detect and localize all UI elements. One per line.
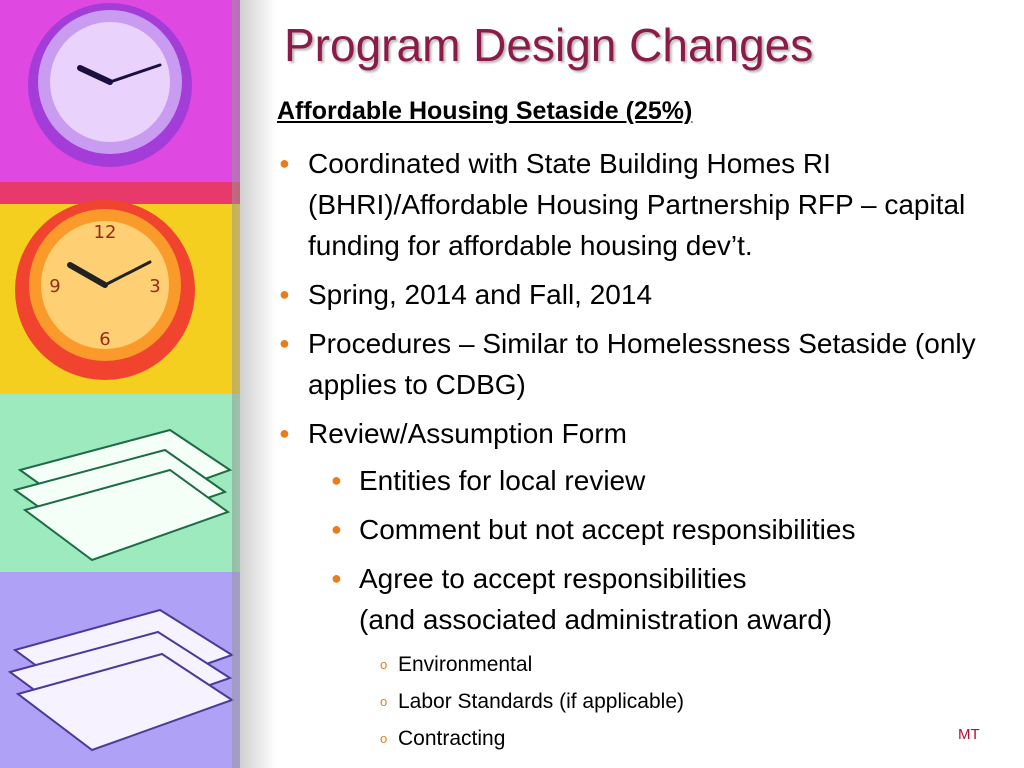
bullet-item xyxy=(277,323,1017,405)
decorative-shadow xyxy=(232,0,276,768)
sub-bullet-item xyxy=(308,558,1017,752)
bullet-text: Coordinated with State Building Homes RI (BHRI)/Affordable Housing Partnership RFP – capital funding for affordable housing dev’t. xyxy=(308,148,966,261)
bullet-item xyxy=(277,143,1017,266)
sub-sub-bullet-text: Contracting xyxy=(398,727,506,750)
svg-text:6: 6 xyxy=(99,329,111,350)
sub-sub-bullet-item xyxy=(308,652,1017,678)
section-heading: Affordable Housing Setaside (25%) xyxy=(277,97,693,125)
clock-and-papers-collage xyxy=(0,0,240,768)
sub-sub-bullet-text: Environmental xyxy=(398,653,533,676)
sub-bullet-item xyxy=(308,460,1017,501)
bullet-dot-icon: ● xyxy=(331,568,342,588)
svg-text:9: 9 xyxy=(49,276,61,297)
bullet-text: Spring, 2014 and Fall, 2014 xyxy=(308,279,653,310)
bullet-dot-icon: ● xyxy=(279,333,290,353)
bullet-list xyxy=(277,143,1017,763)
sub-sub-bullet-list xyxy=(308,652,1017,752)
bullet-dot-icon: ● xyxy=(331,519,342,539)
bullet-dot-icon: ● xyxy=(279,153,290,173)
bullet-text: Procedures – Similar to Homelessness Setaside (only applies to CDBG) xyxy=(308,328,976,400)
sub-bullet-text: Comment but not accept responsibilities xyxy=(359,514,856,545)
sub-sub-bullet-text: Labor Standards (if applicable) xyxy=(398,690,685,713)
slide-title: Program Design Changes xyxy=(284,19,814,71)
sub-bullet-item xyxy=(308,509,1017,550)
sub-sub-bullet-item xyxy=(308,689,1017,715)
hollow-circle-bullet-icon: o xyxy=(380,657,388,672)
bullet-dot-icon: ● xyxy=(279,284,290,304)
bullet-dot-icon: ● xyxy=(279,423,290,443)
bullet-dot-icon: ● xyxy=(331,470,342,490)
footer-initials: MT xyxy=(958,726,980,743)
sub-bullet-text: Agree to accept responsibilities xyxy=(359,563,747,594)
hollow-circle-bullet-icon: o xyxy=(380,694,388,709)
sub-sub-bullet-item xyxy=(308,726,1017,752)
bullet-item xyxy=(277,274,1017,315)
svg-text:3: 3 xyxy=(149,276,161,297)
bullet-text: Review/Assumption Form xyxy=(308,418,627,449)
decorative-image-column xyxy=(0,0,240,768)
sub-bullet-text: Entities for local review xyxy=(359,465,646,496)
svg-text:12: 12 xyxy=(93,222,117,243)
hollow-circle-bullet-icon: o xyxy=(380,731,388,746)
bullet-item xyxy=(277,413,1017,752)
sub-bullet-list xyxy=(308,460,1017,752)
sub-bullet-continuation: (and associated administration award) xyxy=(359,604,833,635)
